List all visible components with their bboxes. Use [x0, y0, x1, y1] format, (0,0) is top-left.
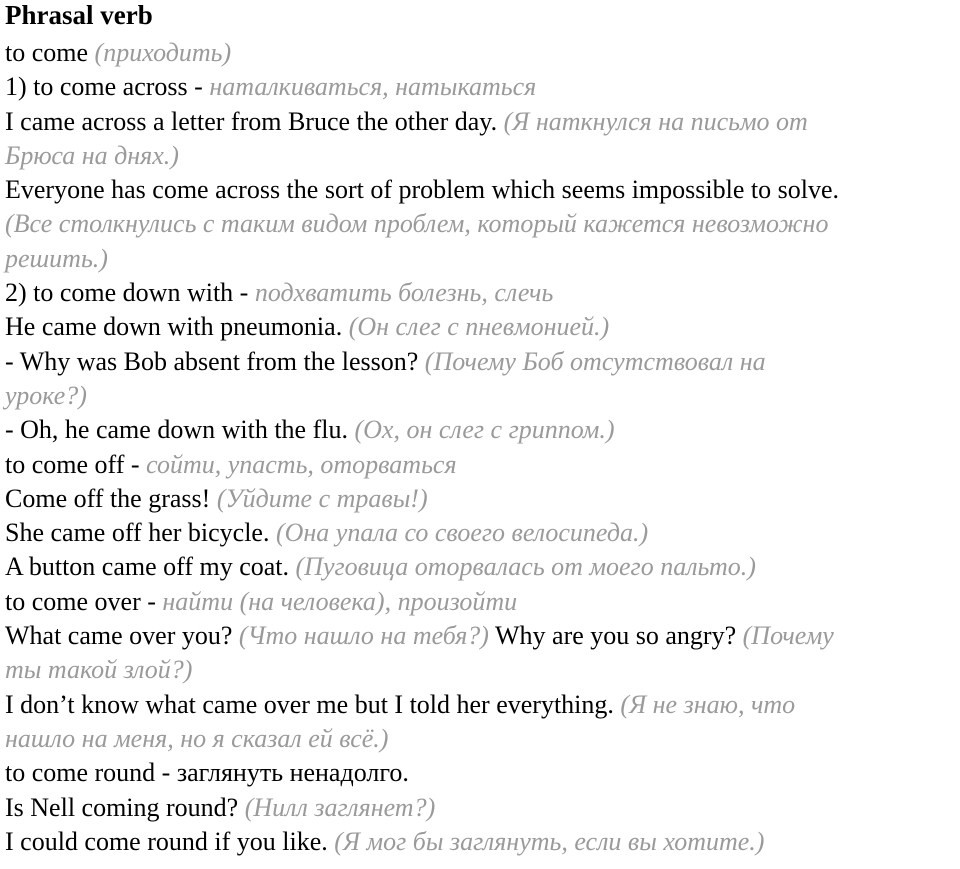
english-text: Come off the grass! [5, 483, 217, 513]
english-text: I don’t know what came over me but I told her everything. [5, 689, 621, 719]
russian-translation: (Что нашло на тебя?) [238, 621, 489, 651]
text-line [5, 345, 960, 379]
russian-translation: сойти, упасть, оторваться [146, 449, 457, 479]
text-line [5, 516, 960, 550]
russian-translation: наталкиваться, натыкаться [209, 72, 537, 102]
russian-translation: (Почему Боб отсутствовал на [424, 346, 766, 376]
russian-translation: (Почему [742, 621, 834, 651]
russian-translation: (Все столкнулись с таким видом проблем, который кажется невозможно [5, 209, 829, 239]
text-line [5, 550, 960, 584]
text-line [5, 105, 960, 139]
english-text: He came down with pneumonia. [5, 312, 349, 342]
text-line [5, 310, 960, 344]
russian-translation: найти (на человека), произойти [162, 586, 518, 616]
text-line [5, 653, 960, 687]
english-text: to come [5, 38, 95, 67]
russian-translation: (Уйдите с травы!) [216, 483, 428, 513]
english-text: to come off - [5, 449, 147, 479]
text-line [5, 791, 960, 825]
russian-translation: решить.) [5, 243, 108, 273]
russian-translation: (Я мог бы заглянуть, если вы хотите.) [334, 826, 765, 856]
english-text: 1) to come across - [5, 72, 210, 102]
russian-translation: ты такой злой?) [5, 655, 193, 685]
text-line [5, 722, 960, 756]
english-text: I came across a letter from Bruce the other day. [5, 106, 504, 136]
russian-translation: (Она упала со своего велосипеда.) [275, 518, 649, 548]
russian-translation: (Я наткнулся на письмо от [503, 106, 808, 136]
text-line [5, 173, 960, 207]
text-line [5, 585, 960, 619]
text-line [5, 139, 960, 173]
english-text: - Oh, he came down with the flu. [5, 415, 355, 445]
phrasal-verb-text [5, 36, 960, 859]
russian-translation: (Пуговица оторвалась от моего пальто.) [295, 552, 756, 582]
english-text: I could come round if you like. [5, 826, 335, 856]
english-text: She came off her bicycle. [5, 518, 276, 548]
text-line [5, 207, 960, 241]
page-title: Phrasal verb [5, 0, 153, 30]
text-line [5, 825, 960, 859]
text-line [5, 413, 960, 447]
english-text: - Why was Bob absent from the lesson? [5, 346, 425, 376]
russian-translation: (приходить) [94, 38, 232, 67]
english-text: Why are you so angry? [488, 621, 743, 651]
text-line [5, 70, 960, 104]
text-line [5, 482, 960, 516]
english-text: to come round - заглянуть ненадолго. [5, 758, 409, 788]
english-text: A button came off my coat. [5, 552, 296, 582]
document-page [5, 0, 960, 859]
russian-translation: уроке?) [5, 380, 87, 410]
text-line [5, 688, 960, 722]
text-line [5, 242, 960, 276]
russian-translation: (Ох, он слег с гриппом.) [354, 415, 615, 445]
russian-translation: нашло на меня, но я сказал ей всё.) [5, 723, 389, 753]
english-text: Everyone has come across the sort of problem which seems impossible to solve. [5, 175, 839, 205]
text-line [5, 448, 960, 482]
russian-translation: подхватить болезнь, слечь [254, 278, 554, 308]
text-line [5, 619, 960, 653]
text-line [5, 756, 960, 790]
russian-translation: (Я не знаю, что [620, 689, 796, 719]
russian-translation: (Нилл заглянет?) [244, 792, 436, 822]
russian-translation: Брюса на днях.) [5, 140, 179, 170]
russian-translation: (Он слег с пневмонией.) [348, 312, 610, 342]
english-text: Is Nell coming round? [5, 792, 245, 822]
english-text: 2) to come down with - [5, 278, 255, 308]
text-line [5, 276, 960, 310]
text-line [5, 36, 960, 70]
text-line [5, 379, 960, 413]
english-text: to come over - [5, 586, 163, 616]
english-text: What came over you? [5, 621, 239, 651]
